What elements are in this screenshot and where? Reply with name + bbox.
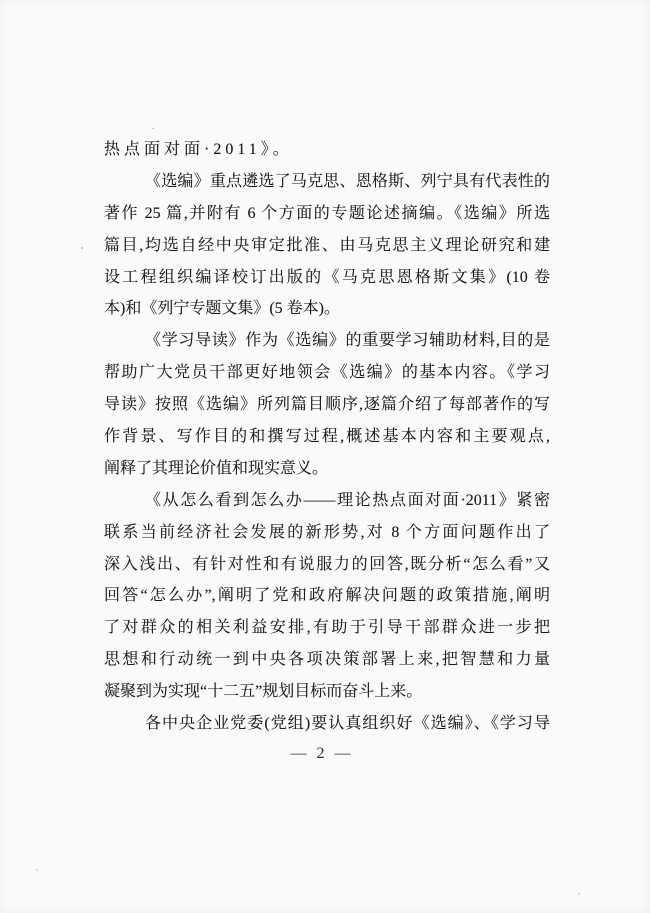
scan-speck	[152, 128, 154, 129]
document-body-text	[104, 134, 550, 740]
scan-speck	[36, 869, 38, 871]
text-line: 著作 25 篇,并附有 6 个方面的专题论述摘编。《选编》所选	[104, 204, 550, 222]
text-line: 热点面对面·2011》。	[104, 141, 293, 158]
text-line: 帮助广大党员干部更好地领会《选编》的基本内容。《学习	[104, 364, 550, 382]
text-line: 深入浅出、有针对性和有说服力的回答,既分析“怎么看”又	[104, 555, 550, 573]
text-line: 《学习导读》作为《选编》的重要学习辅助材料,目的是	[145, 332, 550, 350]
text-line: 了对群众的相关利益安排,有助于引导干部群众进一步把	[104, 619, 550, 637]
text-line: 导读》按照《选编》所列篇目顺序,逐篇介绍了每部著作的写	[104, 396, 550, 414]
text-line: 《选编》重点遴选了马克思、恩格斯、列宁具有代表性的	[145, 172, 550, 190]
text-line: 本)和《列宁专题文集》(5 卷本)。	[104, 300, 340, 318]
text-line: 设工程组织编译校订出版的《马克思恩格斯文集》(10 卷	[104, 268, 550, 286]
text-line: 《从怎么看到怎么办——理论热点面对面·2011》紧密	[145, 491, 550, 509]
text-line: 各中央企业党委(党组)要认真组织好《选编》、《学习导	[145, 715, 550, 733]
page-number: — 2 —	[290, 745, 354, 762]
text-line: 联系当前经济社会发展的新形势,对 8 个方面问题作出了	[104, 523, 550, 541]
text-line: 作背景、写作目的和撰写过程,概述基本内容和主要观点,	[104, 428, 550, 446]
text-line: 回答“怎么办”,阐明了党和政府解决问题的政策措施,阐明	[104, 587, 550, 605]
text-line: 阐释了其理论价值和现实意义。	[104, 459, 329, 477]
text-line: 思想和行动统一到中央各项决策部署上来,把智慧和力量	[104, 651, 550, 669]
text-line: 篇目,均选自经中央审定批准、由马克思主义理论研究和建	[104, 236, 550, 254]
text-line: 凝聚到为实现“十二五”规划目标而奋斗上来。	[104, 683, 423, 701]
scan-speck	[81, 247, 83, 249]
scan-speck	[578, 893, 580, 895]
